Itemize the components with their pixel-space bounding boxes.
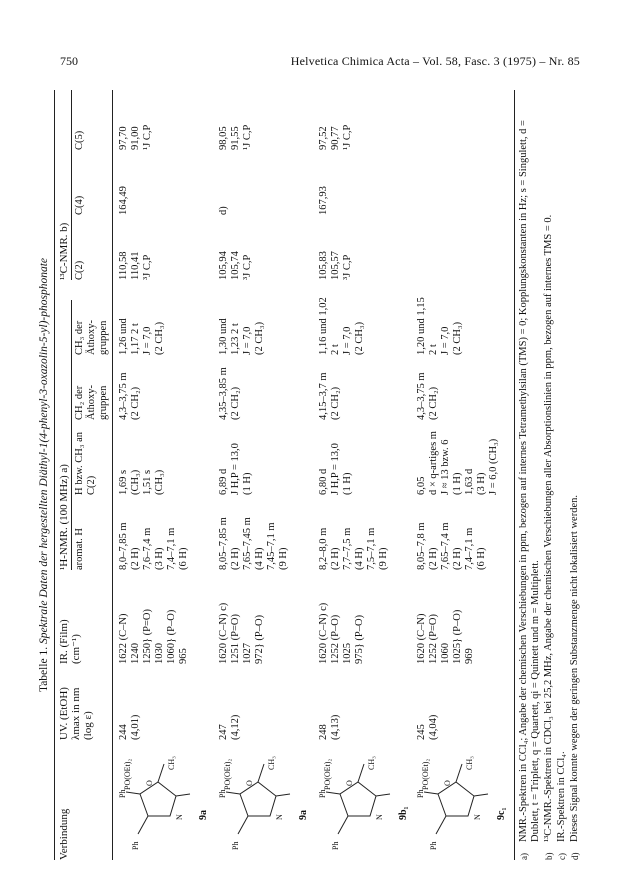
cell-line: (CH₃): [130, 469, 141, 495]
cell-c4: [118, 186, 130, 215]
cell-line: 8,05–7,8 m: [416, 522, 427, 570]
cell-line: 167,93: [318, 186, 329, 215]
cell-line: ³J C,P: [342, 254, 353, 280]
cell-line: 7,4–7,1 m: [166, 527, 177, 570]
cell-line: ³J C,P: [242, 254, 253, 280]
footnote-mark: b): [544, 852, 554, 860]
table-caption: [38, 90, 50, 860]
cell-line: 1025: [342, 643, 353, 664]
header-bottom-rule: [112, 90, 113, 860]
cell-line: 1620 (C–N) c): [318, 602, 329, 664]
page-header: [60, 54, 580, 74]
cell-line: 1,69 s: [118, 469, 129, 495]
cell-line: J = 6,0 (CH₃): [488, 438, 499, 495]
footnote-text: Dieses Signal konnte wegen der geringen Substanzmenge nicht lokalisiert werden.: [569, 495, 580, 842]
svg-text:N: N: [275, 814, 284, 820]
oxazoline-structure-drawing: [318, 744, 400, 856]
cell-ir: [416, 610, 476, 664]
cell-line: 1620 (C–N): [416, 613, 427, 664]
cell-line: 969: [464, 648, 475, 664]
cell-line: (2 H): [230, 547, 241, 570]
cell-c2h: [218, 443, 254, 495]
cell-ir: [118, 609, 190, 664]
cell-line: 4,3–3,75 m: [416, 372, 427, 420]
cell-line: 97,70: [118, 126, 129, 150]
cell-ch3: [218, 318, 266, 355]
oxazoline-structure-drawing: [416, 744, 498, 856]
header-ir-line: (cm⁻¹): [70, 634, 82, 664]
cell-arom: [416, 522, 488, 570]
cell-ir: [218, 603, 266, 664]
footnote-text: NMR.-Spektren in CCl₄; Angabe der chemischen Verschiebungen in ppm, bezogen auf internes Tetramethylsilan (TMS) = 0; Kopplungskonstanten in Hz; s = Singulett, d = Dublett, t = Triplett, q = Quartett, qi = Quintett und m = Multiplett.: [518, 120, 541, 842]
footnote-mark: c): [557, 853, 567, 860]
svg-text:N: N: [175, 814, 184, 820]
cell-uv: [218, 715, 242, 740]
cell-line: 8,0–7,85 m: [118, 522, 129, 570]
cell-line: 8,2–8,0 m: [318, 527, 329, 570]
cell-line: 7,65–7,45 m: [242, 517, 253, 570]
header-ch2: CH₂ der Äthoxy-gruppen: [74, 385, 109, 420]
svg-text:O: O: [145, 780, 154, 786]
cell-line: J = 7,0: [242, 326, 253, 355]
cell-line: 1025} (P–O): [452, 609, 463, 664]
cell-line: (2 CH₃): [354, 321, 365, 355]
cell-line: 1,26 und: [118, 318, 129, 355]
cell-line: (2 CH₃): [254, 321, 265, 355]
cell-uv: [318, 715, 342, 740]
svg-text:PO(OEt)₂: PO(OEt)₂: [323, 758, 332, 790]
footnote-c: [556, 90, 568, 860]
table-label: Tabelle 1.: [38, 646, 50, 693]
cell-line: 105,94: [218, 251, 229, 280]
cell-line: 91,00: [130, 126, 141, 150]
top-rule: [54, 90, 55, 860]
cell-line: (2 CH₃): [154, 321, 165, 355]
cell-line: (2 H): [452, 547, 463, 570]
cell-line: J = 7,0: [440, 326, 451, 355]
svg-text:N: N: [473, 814, 482, 820]
header-arom: aromat. H: [74, 528, 85, 570]
cell-line: ¹J C,P: [142, 124, 153, 150]
cell-line: d): [218, 206, 229, 215]
cell-line: 4,35–3,85 m: [218, 367, 229, 420]
page-number: 750: [60, 54, 78, 68]
cell-line: (1 H): [342, 472, 353, 495]
svg-text:CH₃: CH₃: [367, 756, 376, 770]
compound-structure: [416, 744, 498, 856]
cell-line: (4,01): [130, 714, 141, 740]
header-ir: [58, 584, 82, 664]
footnote-b: [543, 90, 555, 860]
header-c5: C(5): [74, 130, 85, 150]
cell-c2h: [318, 443, 354, 495]
cell-uv: [416, 715, 440, 740]
svg-text:Ph: Ph: [231, 841, 240, 850]
cell-line: 972} (P–O): [254, 614, 265, 664]
cell-c2h: [118, 470, 166, 495]
svg-text:PO(OEt)₂: PO(OEt)₂: [223, 758, 232, 790]
cell-line: (6 H): [178, 547, 189, 570]
compound-label: 9c₁: [496, 807, 507, 820]
cell-line: 164,49: [118, 186, 129, 215]
cell-line: (1 H): [452, 472, 463, 495]
cell-line: (2 H): [428, 547, 439, 570]
cell-line: ¹J C,P: [242, 124, 253, 150]
cell-c2h: [416, 431, 500, 495]
cell-line: J H,P = 13,0: [230, 443, 241, 495]
compound-label: 9a: [298, 810, 309, 820]
cell-line: 248: [318, 724, 329, 740]
cell-line: 975} (P–O): [354, 614, 365, 664]
cell-ch2: [416, 372, 440, 420]
cell-ch3: [318, 297, 366, 355]
cell-line: 2 t: [330, 344, 341, 355]
header-c2h: H bzw. CH₃ an C(2): [74, 431, 97, 495]
cell-ch2: [218, 367, 242, 420]
cell-line: 1252 (P=O): [428, 614, 439, 664]
cell-line: (2 CH₂): [230, 386, 241, 420]
cell-line: d × q-artiges m: [428, 431, 439, 495]
cell-line: 105,57: [330, 251, 341, 280]
cell-line: (2 CH₂): [330, 386, 341, 420]
cell-line: 244: [118, 724, 129, 740]
cell-line: 1622 (C–N): [118, 613, 129, 664]
header-uv-line: UV. (EtOH): [58, 687, 70, 740]
cell-line: 7,65–7,4 m: [440, 522, 451, 570]
compound-label: 9a: [198, 810, 209, 820]
cell-c4: [318, 186, 330, 215]
cell-line: 7,45–7,1 m: [266, 522, 277, 570]
cell-ch2: [318, 372, 342, 420]
cell-line: 4,15–3,7 m: [318, 372, 329, 420]
header-cnmr: ¹³C-NMR. b): [58, 222, 70, 280]
cell-line: (CH₃): [154, 469, 165, 495]
header-verbindung: Verbindung: [58, 808, 70, 860]
svg-text:CH₃: CH₃: [465, 756, 474, 770]
cell-line: 110,41: [130, 251, 141, 280]
cell-line: (9 H): [278, 547, 289, 570]
cell-line: 1,16 und 1,02: [318, 297, 329, 355]
cell-line: J ≈ 13 bzw. 6: [440, 439, 451, 495]
cell-line: ¹J C,P: [342, 124, 353, 150]
cell-line: 1,63 d: [464, 468, 475, 495]
cell-line: 1060} (P–O): [166, 609, 177, 664]
svg-text:PO(OEt)₂: PO(OEt)₂: [421, 758, 430, 790]
cell-line: 1027: [242, 643, 253, 664]
cell-line: (9 H): [378, 547, 389, 570]
header-ir-line: IR. (Film): [58, 619, 70, 664]
header-ch3: CH₃ der Äthoxy-gruppen: [74, 320, 109, 355]
compound-structure: [318, 744, 400, 856]
svg-text:Ph: Ph: [131, 841, 140, 850]
cell-line: 1,20 und 1,15: [416, 297, 427, 355]
cell-line: 1251 (P=O): [230, 614, 241, 664]
cell-line: (3 H): [154, 547, 165, 570]
cell-line: 7,6–7,4 m: [142, 527, 153, 570]
cell-line: 90,77: [330, 126, 341, 150]
header-uv-line: (log ε): [82, 711, 94, 740]
oxazoline-structure-drawing: [118, 744, 200, 856]
cell-c5: [318, 125, 354, 150]
cell-line: 1060: [440, 643, 451, 664]
cell-ch2: [118, 372, 142, 420]
footnote-text: IR.-Spektren in CCl₄.: [556, 751, 567, 842]
cell-ir: [318, 603, 366, 664]
cell-line: 1250} (P=O): [142, 608, 153, 664]
cell-line: 7,5–7,1 m: [366, 527, 377, 570]
header-uv-line: λmax in nm: [70, 687, 82, 740]
cell-c2: [118, 252, 154, 281]
svg-text:CH₃: CH₃: [267, 756, 276, 770]
header-c4: C(4): [74, 195, 85, 215]
running-head: Helvetica Chimica Acta – Vol. 58, Fasc. 3 (1975) – Nr. 85: [290, 54, 580, 68]
cell-line: 1,17 2 t: [130, 323, 141, 355]
compound-structure: [118, 744, 200, 856]
hnmr-rule: [71, 300, 72, 570]
header-hnmr: ¹H-NMR. (100 MHz) a): [58, 464, 70, 570]
cell-line: 1030: [154, 643, 165, 664]
cell-line: 98,05: [218, 126, 229, 150]
cell-line: 6,80 d: [318, 468, 329, 495]
cell-line: (2 H): [330, 547, 341, 570]
svg-text:N: N: [375, 814, 384, 820]
cell-line: (4,12): [230, 714, 241, 740]
svg-text:Ph: Ph: [331, 841, 340, 850]
rotated-table: [38, 90, 588, 860]
svg-text:Ph: Ph: [318, 789, 327, 798]
cell-line: 91,55: [230, 126, 241, 150]
cell-line: 6,89 d: [218, 468, 229, 495]
cell-ch3: [416, 297, 464, 355]
cell-line: (4 H): [254, 547, 265, 570]
cell-uv: [118, 715, 142, 740]
cell-line: 7,4–7,1 m: [464, 527, 475, 570]
footnotes: [518, 90, 582, 860]
svg-text:O: O: [345, 780, 354, 786]
cell-line: (1 H): [242, 472, 253, 495]
cnmr-rule: [71, 90, 72, 280]
cell-line: 105,83: [318, 251, 329, 280]
cell-line: 4,3–3,75 m: [118, 372, 129, 420]
cell-line: (2 CH₂): [130, 386, 141, 420]
cell-c5: [118, 125, 154, 150]
bottom-rule: [514, 90, 515, 860]
cell-c2: [318, 251, 354, 280]
cell-line: 7,7–7,5 m: [342, 527, 353, 570]
cell-line: (3 H): [476, 472, 487, 495]
cell-line: (4,04): [428, 714, 439, 740]
cell-arom: [318, 528, 390, 570]
cell-line: J H,P = 13,0: [330, 443, 341, 495]
cell-line: 1,30 und: [218, 318, 229, 355]
compound-label: 9b₁: [398, 806, 409, 820]
cell-line: (4 H): [354, 547, 365, 570]
cell-line: 6,05: [416, 476, 427, 495]
cell-c5: [218, 125, 254, 150]
svg-text:O: O: [245, 780, 254, 786]
cell-line: ³J C,P: [142, 254, 153, 280]
svg-text:Ph: Ph: [429, 841, 438, 850]
cell-line: 110,58: [118, 251, 129, 280]
footnote-text: ¹³C-NMR.-Spektren in CDCl₃ bei 25,2 MHz, Angabe der chemischen Verschiebungen aller Absorptionslinien in ppm, bezogen auf internes TMS = 0.: [543, 214, 554, 842]
cell-line: 965: [178, 648, 189, 664]
cell-line: J = 7,0: [142, 326, 153, 355]
cell-line: 105,74: [230, 251, 241, 280]
cell-line: 8,05–7,85 m: [218, 517, 229, 570]
svg-text:Ph: Ph: [416, 789, 425, 798]
cell-ch3: [118, 318, 166, 355]
table-title: Spektrale Daten der hergestellten Diäthyl-1(4-phenyl-3-oxazolin-5-yl)-phosphonate: [38, 257, 50, 644]
footnote-mark: a): [519, 853, 529, 860]
cell-line: 1,23 2 t: [230, 323, 241, 355]
cell-arom: [218, 517, 290, 570]
svg-text:Ph: Ph: [118, 789, 127, 798]
footnote-d: [569, 90, 581, 860]
svg-text:PO(OEt)₂: PO(OEt)₂: [123, 758, 132, 790]
svg-text:Ph: Ph: [218, 789, 227, 798]
cell-line: 2 t: [428, 344, 439, 355]
cell-arom: [118, 522, 190, 570]
cell-line: 1620 (C–N) c): [218, 602, 229, 664]
footnote-a: [518, 90, 542, 860]
cell-line: (2 CH₂): [428, 386, 439, 420]
cell-c2: [218, 251, 254, 280]
cell-line: 245: [416, 724, 427, 740]
footnote-mark: d): [570, 852, 580, 860]
compound-structure: [218, 744, 300, 856]
cell-line: (6 H): [476, 547, 487, 570]
cell-line: 1240: [130, 643, 141, 664]
cell-c4: [218, 206, 230, 215]
cell-line: 247: [218, 724, 229, 740]
oxazoline-structure-drawing: [218, 744, 300, 856]
cell-line: (4,13): [330, 714, 341, 740]
cell-line: 1252 (P–O): [330, 614, 341, 664]
cell-line: (2 CH₃): [452, 321, 463, 355]
cell-line: 97,52: [318, 126, 329, 150]
cell-line: J = 7,0: [342, 326, 353, 355]
cell-line: (2 H): [130, 547, 141, 570]
header-c2: C(2): [74, 260, 85, 280]
svg-text:O: O: [443, 780, 452, 786]
cell-line: 1,51 s: [142, 469, 153, 495]
svg-text:CH₃: CH₃: [167, 756, 176, 770]
